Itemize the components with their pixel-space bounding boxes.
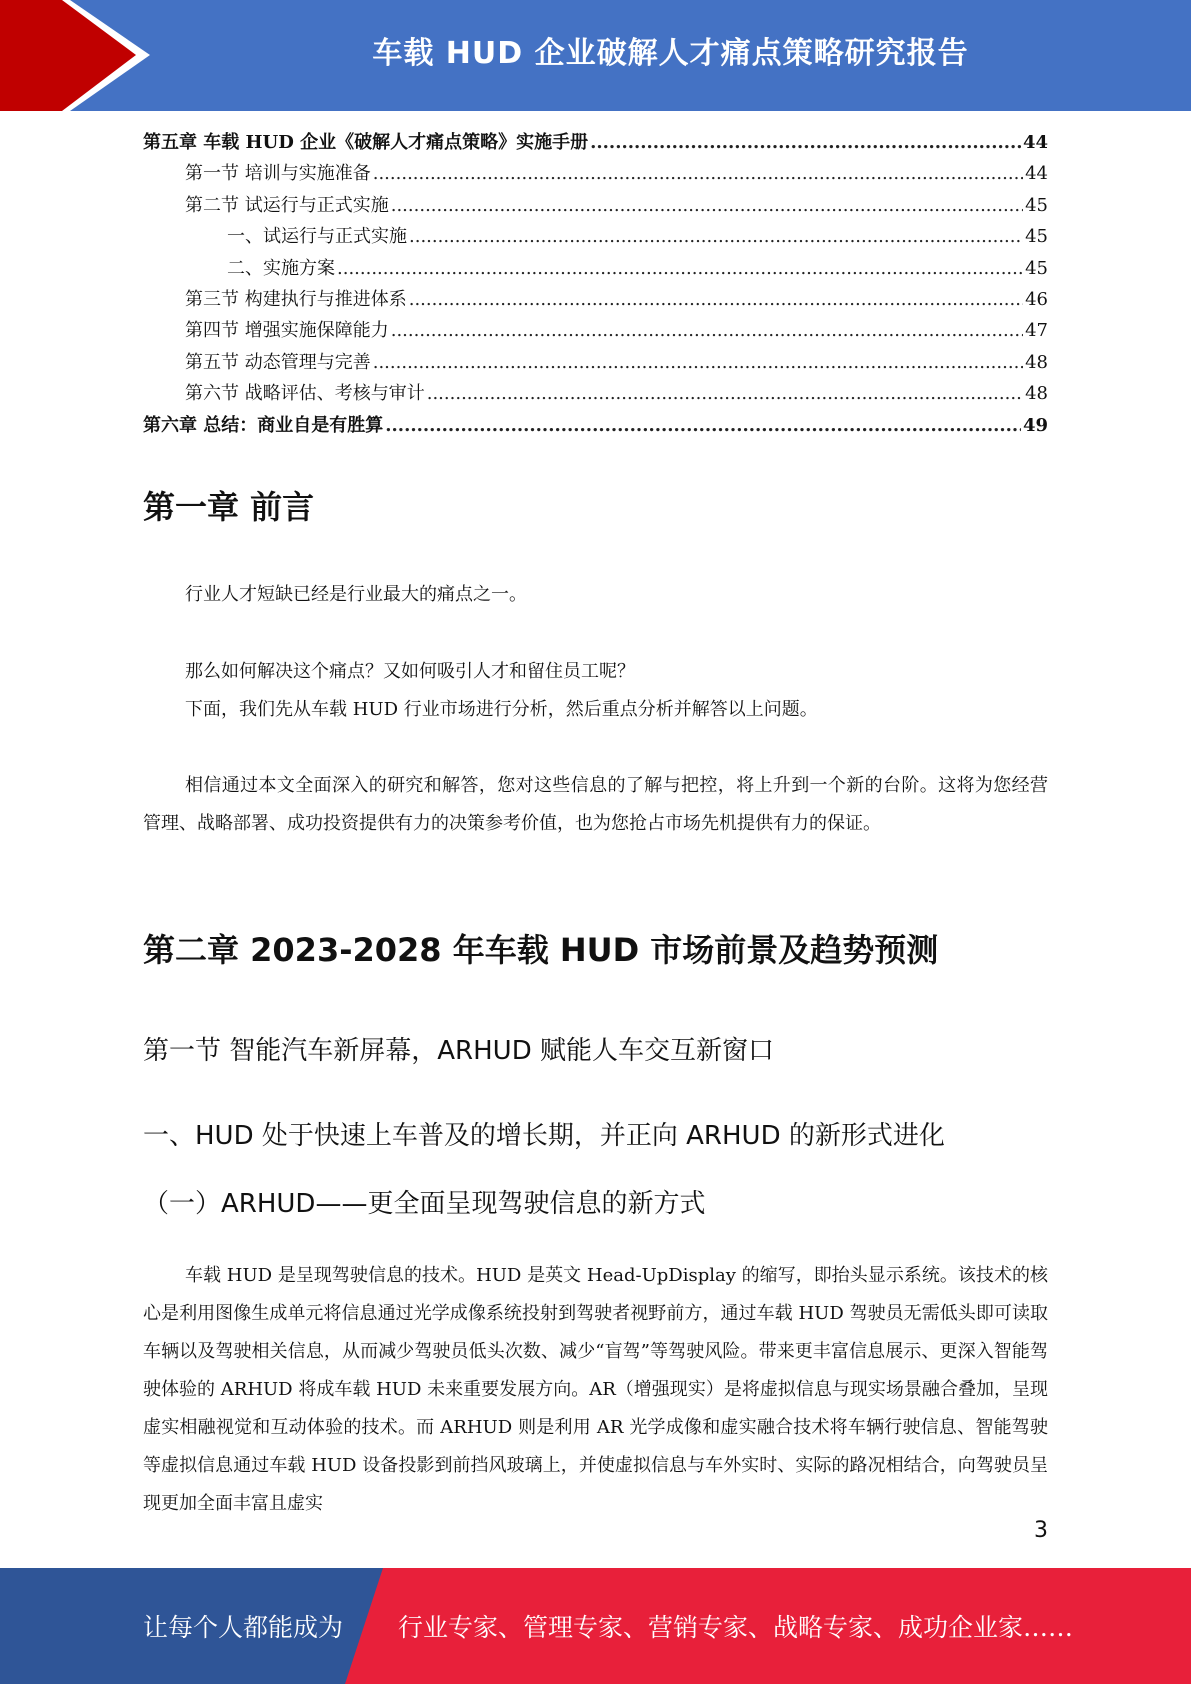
toc-entry[interactable]	[143, 222, 1048, 253]
page-footer	[0, 1568, 1191, 1684]
toc-entry-page: 44	[1022, 132, 1048, 153]
toc-entry[interactable]	[143, 254, 1048, 285]
toc-entry-label: 第六节 战略评估、考核与审计	[185, 383, 425, 405]
intro-paragraph-3: 下面，我们先从车载 HUD 行业市场进行分析，然后重点分析并解答以上问题。	[185, 699, 818, 720]
toc-leader-dots	[391, 195, 1023, 216]
toc-leader-dots	[385, 415, 1021, 436]
intro-paragraph-4: 相信通过本文全面深入的研究和解答，您对这些信息的了解与把控，将上升到一个新的台阶。这将为您经营管理、战略部署、成功投资提供有力的决策参考价值，也为您抢占市场先机提供有力的保证。	[143, 775, 1048, 834]
toc-leader-dots	[409, 226, 1023, 247]
toc-entry[interactable]	[143, 191, 1048, 222]
chapter-1-title: 第一章 前言	[143, 488, 315, 526]
page-number: 3	[1034, 1518, 1048, 1543]
toc-entry-label: 第五章 车载 HUD 企业《破解人才痛点策略》实施手册	[143, 132, 589, 153]
toc-leader-dots	[590, 132, 1021, 153]
page-header	[0, 0, 1191, 111]
toc-entry-page: 48	[1025, 383, 1048, 405]
toc-leader-dots	[391, 320, 1023, 341]
toc-entry[interactable]	[143, 159, 1048, 190]
toc-entry-page: 49	[1022, 414, 1048, 436]
footer-slogan-left: 让每个人都能成为	[143, 1613, 344, 1642]
footer-slogan-right: 行业专家、管理专家、营销专家、战略专家、成功企业家……	[398, 1613, 1074, 1642]
toc-entry-label: 第六章 总结：商业自是有胜算	[143, 414, 384, 436]
toc-entry-label: 第三节 构建执行与推进体系	[185, 288, 407, 310]
toc-entry-label: 一、试运行与正式实施	[227, 226, 407, 248]
intro-paragraph-1: 行业人才短缺已经是行业最大的痛点之一。	[185, 584, 527, 605]
toc-entry-page: 48	[1025, 351, 1048, 373]
toc-entry-label: 第五节 动态管理与完善	[185, 351, 371, 373]
subsection-1-title: 一、HUD 处于快速上车普及的增长期，并正向 ARHUD 的新形式进化	[143, 1121, 945, 1151]
chapter-2-title: 第二章 2023-2028 年车载 HUD 市场前景及趋势预测	[143, 931, 939, 969]
toc-leader-dots	[373, 352, 1023, 373]
header-arrow-icon	[0, 0, 160, 111]
table-of-contents	[143, 128, 1048, 442]
hud-body-paragraph: 车载 HUD 是呈现驾驶信息的技术。HUD 是英文 Head-UpDisplay 的缩写，即抬头显示系统。该技术的核心是利用图像生成单元将信息通过光学成像系统投射到驾驶者视野前方，通过车载 HUD 驾驶员无需低头即可读取车辆以及驾驶相关信息，从而减少驾驶员低头次数、减少“盲驾”等驾驶风险。带来更丰富信息展示、更深入智能驾驶体验的 ARHUD 将成车载 HUD 未来重要发展方向。AR（增强现实）是将虚拟信息与现实场景融合叠加，呈现虚实相融视觉和互动体验的技术。而 ARHUD 则是利用 AR 光学成像和虚实融合技术将车辆行驶信息、智能驾驶等虚拟信息通过车载 HUD 设备投影到前挡风玻璃上，并使虚拟信息与车外实时、实际的路况相结合，向驾驶员呈现更加全面丰富且虚实	[143, 1265, 1048, 1514]
toc-entry[interactable]	[143, 379, 1048, 410]
toc-entry-label: 第一节 培训与实施准备	[185, 163, 371, 185]
toc-entry-page: 45	[1025, 194, 1048, 216]
intro-paragraph-2: 那么如何解决这个痛点？又如何吸引人才和留住员工呢？	[185, 661, 635, 682]
toc-entry-label: 第四节 增强实施保障能力	[185, 320, 389, 342]
toc-entry-page: 45	[1025, 226, 1048, 248]
header-title: 车载 HUD 企业破解人才痛点策略研究报告	[372, 36, 969, 71]
toc-entry-label: 第二节 试运行与正式实施	[185, 194, 389, 216]
toc-entry-page: 45	[1025, 257, 1048, 279]
toc-entry[interactable]	[143, 285, 1048, 316]
toc-leader-dots	[373, 163, 1023, 184]
toc-entry[interactable]	[143, 128, 1048, 159]
toc-entry[interactable]	[143, 316, 1048, 347]
toc-entry-page: 47	[1025, 320, 1048, 342]
toc-entry[interactable]	[143, 411, 1048, 442]
toc-leader-dots	[337, 258, 1023, 279]
toc-entry[interactable]	[143, 348, 1048, 379]
toc-entry-page: 44	[1025, 163, 1048, 185]
toc-entry-page: 46	[1025, 288, 1048, 310]
toc-leader-dots	[409, 289, 1023, 310]
section-1-title: 第一节 智能汽车新屏幕，ARHUD 赋能人车交互新窗口	[143, 1036, 774, 1066]
toc-entry-label: 二、实施方案	[227, 257, 335, 279]
toc-leader-dots	[427, 383, 1023, 404]
subsection-1a-title: （一）ARHUD——更全面呈现驾驶信息的新方式	[143, 1189, 706, 1219]
